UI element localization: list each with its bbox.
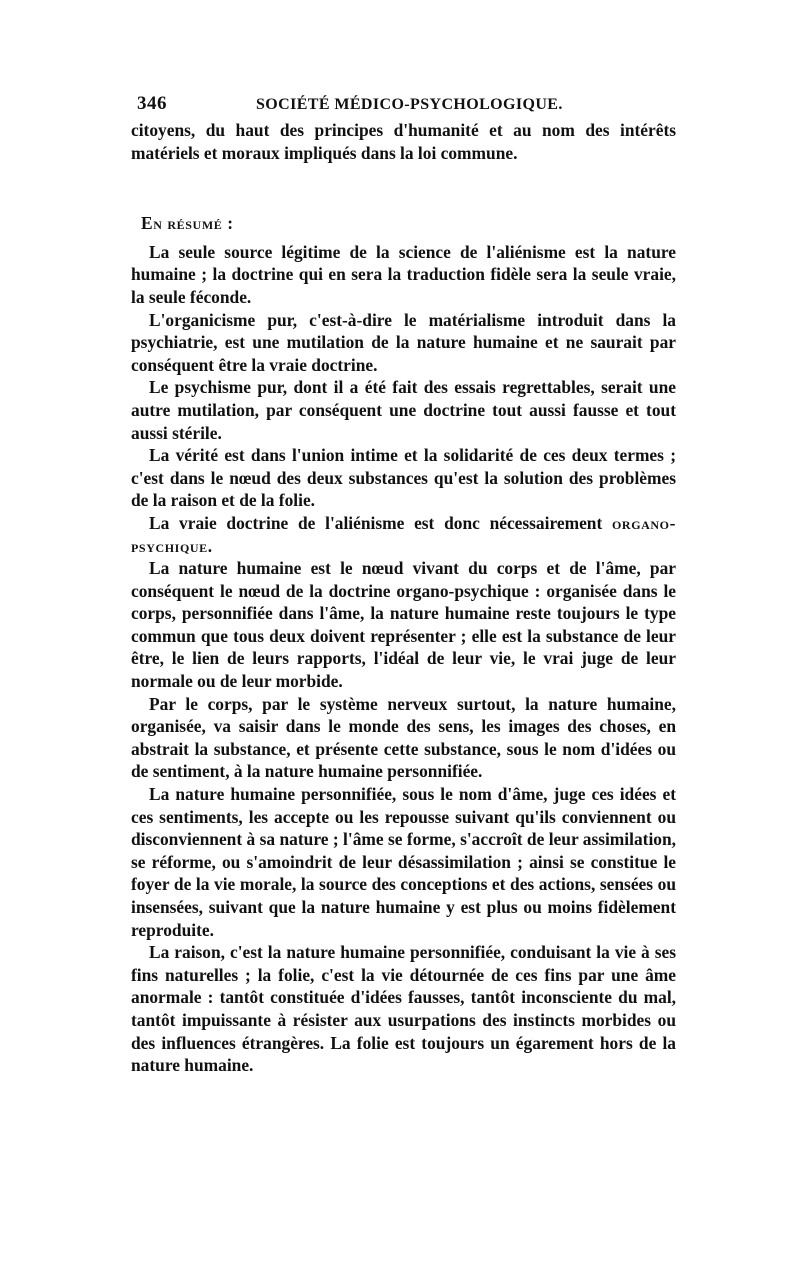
paragraph-source: La seule source légitime de la science de l'aliénisme est la nature humaine ; la doctrine qui en sera la traduction fidèle sera la seule vraie, la seule féconde.: [131, 241, 676, 307]
page-header: [131, 93, 676, 119]
paragraph-human-nature: La nature humaine est le nœud vivant du corps et de l'âme, par conséquent le nœud de la doctrine organo-psychique : organisée dans le corps, personnifiée dans l'âme, la nature humaine reste toujours le type commun que tous deux doivent représenter ; elle est la substance de leur être, le lien de leurs rapports, l'idéal de leur vie, le vrai juge de leur normale ou de leur morbide.: [131, 558, 676, 692]
doctrine-end: .: [207, 535, 213, 556]
opening-paragraph: citoyens, du haut des principes d'humanité et au nom des intérêts matériels et moraux impliqués dans la loi commune.: [131, 120, 676, 163]
doctrine-term: organo-psychique: [131, 512, 676, 556]
paragraph-psychism: Le psychisme pur, dont il a été fait des essais regrettables, serait une autre mutilation, par conséquent une doctrine tout aussi fausse et tout aussi stérile.: [131, 377, 676, 443]
summary-heading: [131, 212, 676, 235]
doctrine-text: La vraie doctrine de l'aliénisme est donc nécessairement: [149, 512, 612, 533]
paragraph-organicism: L'organicisme pur, c'est-à-dire le matérialisme introduit dans la psychiatrie, est une mutilation de la nature humaine et ne saurait par conséquent être la vraie doctrine.: [131, 309, 676, 375]
paragraph-soul: La nature humaine personnifiée, sous le nom d'âme, juge ces idées et ces sentiments, les accepte ou les repousse suivant qu'ils conviennent ou disconviennent à sa nature ; l'âme se forme, s'accroît de leur assimilation, se réforme, ou s'amoindrit de leur désassimilation ; ainsi se constitue le foyer de la vie morale, la source des conceptions et des actions, sensées ou insensées, suivant que la nature humaine y est plus ou moins fidèlement reproduite.: [131, 784, 676, 940]
paragraph-reason-folly: La raison, c'est la nature humaine personnifiée, conduisant la vie à ses fins naturelles ; la folie, c'est la vie détournée de ces fins par une âme anormale : tantôt constituée d'idées fausses, tantôt inconsciente du mal, tantôt impuissante à résister aux usurpations des instincts morbides ou des influences étrangères. La folie est toujours un égarement hors de la nature humaine.: [131, 942, 676, 1076]
paragraph-body: Par le corps, par le système nerveux surtout, la nature humaine, organisée, va saisir dans le monde des sens, les images des choses, en abstrait la substance, et présente cette substance, sous le nom d'idées ou de sentiment, à la nature humaine personnifiée.: [131, 693, 676, 782]
running-head: SOCIÉTÉ MÉDICO-PSYCHOLOGIQUE.: [256, 96, 563, 113]
book-page: [131, 93, 676, 1077]
summary-heading-text: En résumé :: [141, 213, 234, 234]
paragraph-truth: La vérité est dans l'union intime et la solidarité de ces deux termes ; c'est dans le nœud des deux substances qu'est la solution des problèmes de la raison et de la folie.: [131, 445, 676, 511]
page-number: 346: [137, 93, 167, 114]
paragraph-doctrine: [131, 512, 676, 557]
